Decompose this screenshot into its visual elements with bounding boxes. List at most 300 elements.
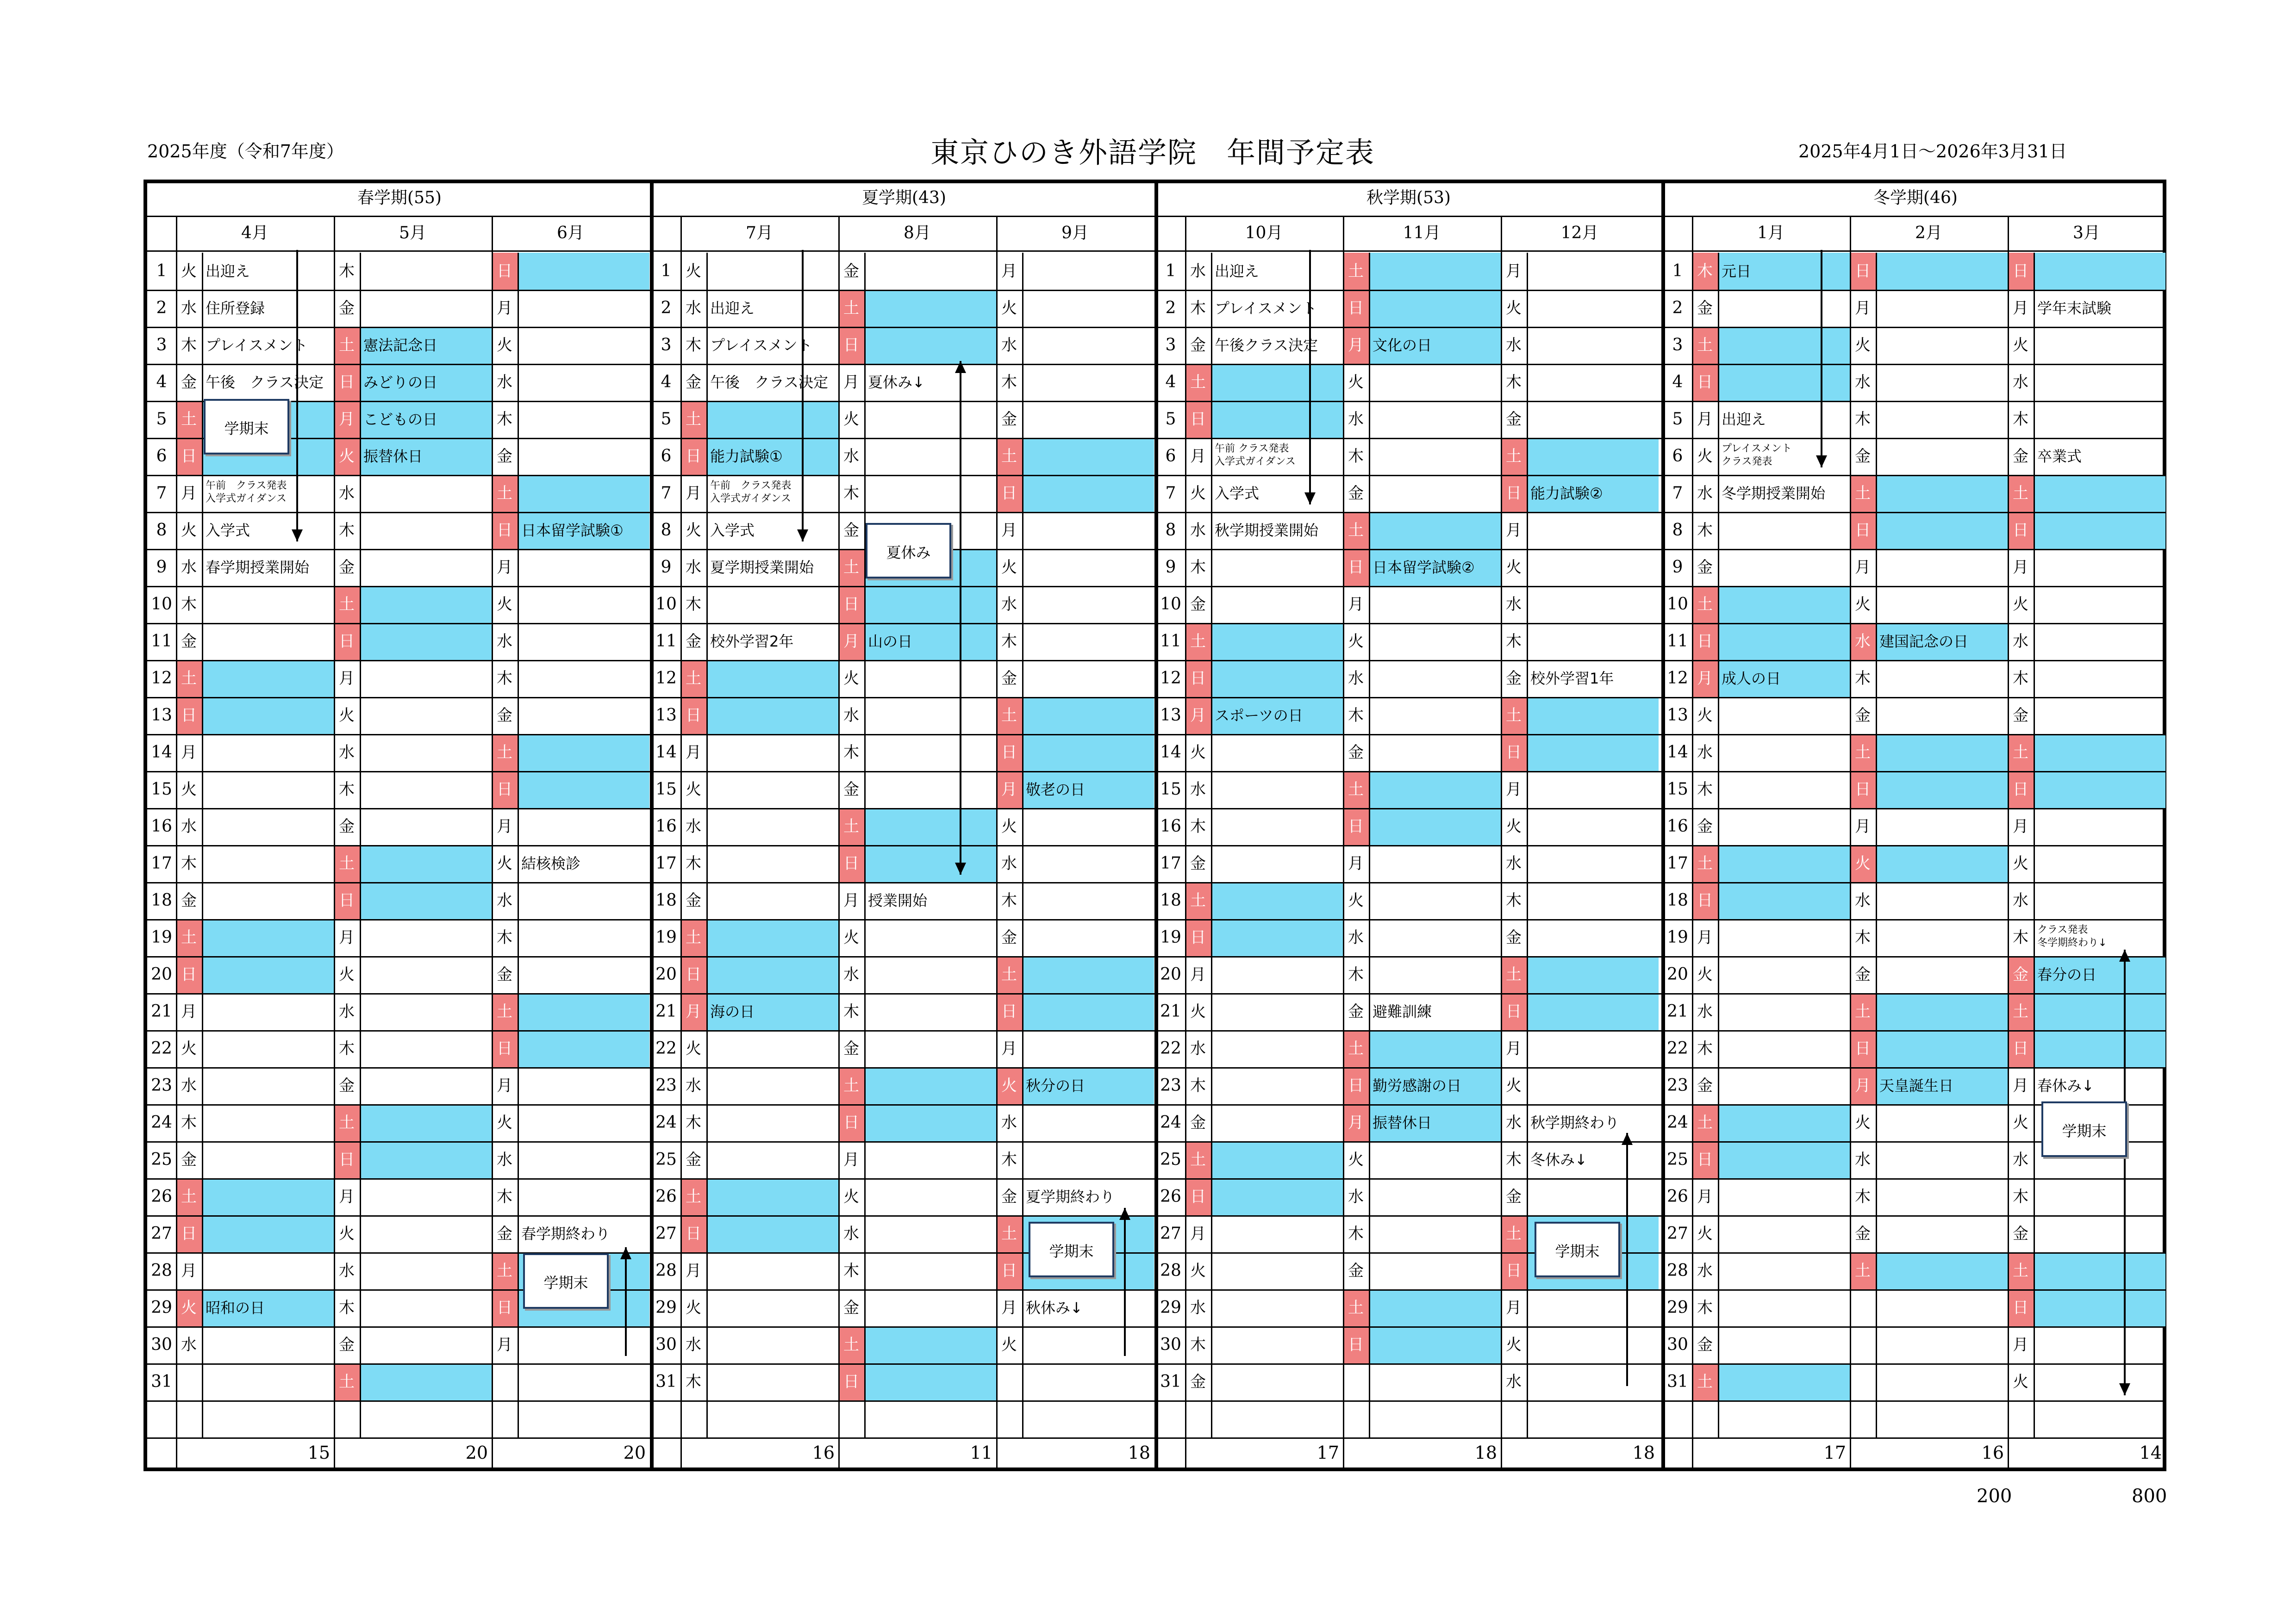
weekday-cell: 土 — [1692, 845, 1718, 882]
weekday-cell: 水 — [2013, 891, 2028, 910]
weekday-cell: 火 — [1506, 299, 1522, 317]
event-cell — [706, 808, 838, 845]
event-cell — [1527, 623, 1659, 660]
weekday-cell: 金 — [339, 817, 355, 836]
event-cell — [1876, 993, 2008, 1030]
day-number: 1 — [661, 261, 672, 280]
weekday-cell: 木 — [1506, 891, 1522, 910]
weekday-cell: 水 — [1001, 1113, 1017, 1132]
event-cell — [2034, 734, 2165, 771]
weekday-cell: 月 — [686, 1262, 701, 1280]
grid-line — [838, 216, 840, 1470]
event-cell — [1022, 438, 1154, 475]
weekday-cell: 水 — [686, 558, 701, 577]
day-number: 15 — [655, 780, 677, 799]
day-number: 2 — [1672, 298, 1683, 317]
weekday-cell: 金 — [2013, 1225, 2028, 1243]
weekday-cell: 月 — [1001, 521, 1017, 540]
weekday-cell: 月 — [1001, 1299, 1017, 1317]
event-cell — [1211, 1141, 1343, 1178]
event-cell — [2034, 1326, 2165, 1363]
day-number: 23 — [655, 1076, 677, 1095]
weekday-cell: 日 — [1850, 512, 1876, 549]
event-cell — [202, 882, 334, 919]
day-number: 13 — [655, 706, 677, 725]
weekday-cell: 土 — [1343, 1030, 1369, 1067]
weekday-cell: 火 — [1850, 845, 1876, 882]
event-cell — [360, 956, 492, 993]
event-cell: 結核検診 — [521, 855, 581, 872]
event-cell — [864, 771, 996, 808]
event-cell — [1369, 1141, 1501, 1178]
weekday-cell: 土 — [838, 290, 864, 327]
event-cell — [202, 586, 334, 623]
event-cell — [518, 697, 649, 734]
event-cell — [1022, 734, 1154, 771]
weekday-cell: 水 — [1506, 1373, 1522, 1391]
event-cell — [1022, 956, 1154, 993]
event-cell — [1022, 401, 1154, 438]
day-number: 26 — [1667, 1187, 1688, 1206]
weekday-cell: 水 — [1190, 521, 1206, 540]
event-cell — [1718, 1067, 1850, 1104]
event-cell: 住所登録 — [206, 299, 265, 317]
weekday-cell: 日 — [492, 1289, 518, 1326]
grid-line — [492, 216, 493, 1470]
event-cell — [1876, 1030, 2008, 1067]
event-cell — [202, 808, 334, 845]
weekday-cell: 木 — [843, 743, 859, 762]
day-number: 31 — [1160, 1372, 1181, 1391]
weekday-cell: 水 — [1190, 1039, 1206, 1058]
weekday-cell: 日 — [680, 438, 706, 475]
grid-line — [202, 253, 203, 1437]
weekday-cell: 水 — [1697, 1002, 1713, 1021]
weekday-cell: 金 — [843, 1299, 859, 1317]
day-number: 13 — [151, 706, 172, 725]
grid-line — [176, 216, 177, 1470]
weekday-cell: 日 — [996, 1252, 1022, 1289]
weekday-cell: 日 — [1692, 364, 1718, 401]
event-cell — [864, 401, 996, 438]
weekday-cell: 金 — [181, 373, 197, 392]
event-cell — [2034, 1363, 2165, 1400]
weekday-cell: 土 — [1692, 1104, 1718, 1141]
weekday-cell: 金 — [2013, 706, 2028, 725]
grid-line — [680, 216, 682, 1470]
event-cell — [1211, 401, 1343, 438]
event-cell — [360, 697, 492, 734]
event-cell — [1718, 623, 1850, 660]
weekday-cell: 日 — [176, 438, 202, 475]
event-cell — [1369, 290, 1501, 327]
day-number: 26 — [1160, 1187, 1181, 1206]
event-cell: みどりの日 — [360, 364, 492, 401]
event-cell: プレイスメント — [710, 336, 812, 354]
weekday-cell: 金 — [1697, 1076, 1713, 1095]
weekday-cell: 火 — [497, 854, 512, 873]
weekday-cell: 火 — [1348, 891, 1364, 910]
grid-line — [360, 253, 361, 1437]
weekday-cell: 日 — [492, 253, 518, 290]
class-day-count: 20 — [465, 1443, 488, 1463]
weekday-cell: 日 — [1850, 1030, 1876, 1067]
grid-line — [1661, 183, 1665, 1470]
event-cell — [1718, 734, 1850, 771]
class-day-count: 18 — [1474, 1443, 1497, 1463]
event-cell — [1718, 512, 1850, 549]
weekday-cell: 土 — [176, 919, 202, 956]
event-cell — [1369, 1289, 1501, 1326]
weekday-cell: 木 — [1697, 1299, 1713, 1317]
day-number: 29 — [655, 1298, 677, 1317]
weekday-cell: 土 — [492, 734, 518, 771]
weekday-cell: 木 — [339, 1039, 355, 1058]
weekday-cell: 木 — [1855, 669, 1871, 688]
day-number: 8 — [1165, 521, 1176, 540]
weekday-cell: 金 — [181, 1150, 197, 1169]
weekday-cell: 水 — [497, 632, 512, 651]
event-cell — [1022, 327, 1154, 364]
day-number: 10 — [1667, 595, 1688, 614]
event-cell: 避難訓練 — [1373, 1003, 1432, 1020]
event-cell — [1876, 845, 2008, 882]
weekday-cell: 金 — [2008, 956, 2034, 993]
weekday-cell: 木 — [497, 410, 512, 429]
event-cell — [1211, 623, 1343, 660]
event-cell — [1876, 882, 2008, 919]
weekday-cell: 土 — [996, 438, 1022, 475]
weekday-cell: 火 — [1506, 1336, 1522, 1354]
weekday-cell: 火 — [1697, 447, 1713, 466]
term-end-box: 学期末 — [1029, 1222, 1114, 1277]
weekday-cell: 日 — [1850, 771, 1876, 808]
weekday-cell: 土 — [680, 401, 706, 438]
event-cell: 建国記念の日 — [1876, 623, 2008, 660]
event-cell: 卒業式 — [2037, 448, 2082, 465]
event-cell: 午後クラス決定 — [1215, 336, 1318, 354]
weekday-cell: 木 — [497, 669, 512, 688]
weekday-cell: 火 — [686, 521, 701, 540]
event-cell — [2034, 1289, 2165, 1326]
weekday-cell: 金 — [1506, 410, 1522, 429]
weekday-cell: 火 — [181, 1039, 197, 1058]
event-cell — [1718, 586, 1850, 623]
event-cell — [706, 697, 838, 734]
event-cell — [518, 438, 649, 475]
event-cell — [202, 660, 334, 697]
weekday-cell: 木 — [181, 1113, 197, 1132]
event-cell — [1876, 475, 2008, 512]
day-number: 29 — [1160, 1298, 1181, 1317]
weekday-cell: 日 — [1692, 623, 1718, 660]
weekday-cell: 日 — [680, 956, 706, 993]
event-cell — [1527, 401, 1659, 438]
weekday-cell: 金 — [686, 1150, 701, 1169]
grid-line — [1154, 183, 1158, 1470]
weekday-cell: 水 — [843, 706, 859, 725]
weekday-cell: 月 — [2013, 299, 2028, 317]
event-cell — [1369, 438, 1501, 475]
weekday-cell: 水 — [686, 299, 701, 317]
weekday-cell: 水 — [181, 1336, 197, 1354]
day-number: 18 — [655, 891, 677, 910]
weekday-cell: 木 — [686, 854, 701, 873]
semester-header: 秋学期(53) — [1366, 188, 1451, 207]
weekday-cell: 月 — [1506, 780, 1522, 799]
event-cell — [864, 438, 996, 475]
event-cell — [360, 549, 492, 586]
grid-line — [1185, 216, 1186, 1470]
weekday-cell: 月 — [1697, 410, 1713, 429]
weekday-cell: 日 — [1850, 253, 1876, 290]
weekday-cell: 日 — [176, 697, 202, 734]
event-cell — [1876, 734, 2008, 771]
weekday-cell: 土 — [996, 956, 1022, 993]
event-cell — [1527, 1363, 1659, 1400]
day-number: 12 — [151, 669, 172, 688]
event-cell — [1369, 1030, 1501, 1067]
weekday-cell: 水 — [1348, 1188, 1364, 1206]
weekday-cell: 土 — [680, 1178, 706, 1215]
weekday-cell: 水 — [339, 484, 355, 503]
weekday-cell: 日 — [1501, 1252, 1527, 1289]
weekday-cell: 木 — [339, 521, 355, 540]
weekday-cell: 火 — [1001, 817, 1017, 836]
weekday-cell: 月 — [1850, 1067, 1876, 1104]
event-cell — [1022, 919, 1154, 956]
weekday-cell: 木 — [1348, 1225, 1364, 1243]
weekday-cell: 月 — [1348, 854, 1364, 873]
weekday-cell: 月 — [1348, 595, 1364, 614]
event-cell — [1022, 549, 1154, 586]
weekday-cell: 金 — [843, 521, 859, 540]
weekday-cell: 月 — [686, 743, 701, 762]
weekday-cell: 金 — [497, 1225, 512, 1243]
event-cell — [360, 734, 492, 771]
weekday-cell: 火 — [843, 928, 859, 947]
event-cell — [360, 882, 492, 919]
event-cell: 振替休日 — [1369, 1104, 1501, 1141]
grid-line — [1527, 253, 1528, 1437]
weekday-cell: 金 — [1001, 1188, 1017, 1206]
day-number: 24 — [151, 1113, 172, 1132]
weekday-cell: 金 — [181, 891, 197, 910]
weekday-cell: 金 — [1697, 558, 1713, 577]
weekday-cell: 月 — [1185, 697, 1211, 734]
weekday-cell: 水 — [686, 1336, 701, 1354]
weekday-cell: 土 — [1501, 697, 1527, 734]
term-end-box: 学期末 — [1535, 1222, 1620, 1277]
event-cell — [1022, 1326, 1154, 1363]
weekday-cell: 木 — [2013, 1188, 2028, 1206]
event-cell — [1876, 1104, 2008, 1141]
event-cell: 午前 クラス発表 入学式ガイダンス — [1215, 443, 1296, 467]
weekday-cell: 木 — [497, 1188, 512, 1206]
day-number: 23 — [151, 1076, 172, 1095]
weekday-cell: 火 — [2013, 1113, 2028, 1132]
event-cell — [1527, 993, 1659, 1030]
weekday-cell: 水 — [497, 891, 512, 910]
event-cell — [2034, 512, 2165, 549]
weekday-cell: 土 — [1343, 1289, 1369, 1326]
weekday-cell: 土 — [492, 993, 518, 1030]
event-cell — [518, 734, 649, 771]
event-cell — [2034, 882, 2165, 919]
event-cell — [1211, 1289, 1343, 1326]
event-cell — [706, 1178, 838, 1215]
day-number: 15 — [1160, 780, 1181, 799]
weekday-cell: 月 — [1692, 660, 1718, 697]
weekday-cell: 日 — [1343, 1067, 1369, 1104]
event-cell: 能力試験① — [706, 438, 838, 475]
weekday-cell: 土 — [838, 808, 864, 845]
weekday-cell: 月 — [686, 484, 701, 503]
event-cell — [1718, 993, 1850, 1030]
weekday-cell: 木 — [1697, 780, 1713, 799]
event-cell: 午後 クラス決定 — [206, 373, 324, 391]
day-number: 30 — [655, 1335, 677, 1354]
event-cell: 出迎え — [710, 299, 755, 317]
weekday-cell: 水 — [1697, 743, 1713, 762]
weekday-cell: 金 — [497, 447, 512, 466]
event-cell: 出迎え — [206, 262, 250, 280]
event-cell — [1718, 845, 1850, 882]
weekday-cell: 水 — [1001, 595, 1017, 614]
event-cell — [1527, 364, 1659, 401]
day-number: 20 — [1160, 965, 1181, 984]
event-cell — [1527, 512, 1659, 549]
event-cell — [360, 1030, 492, 1067]
weekday-cell: 木 — [843, 1002, 859, 1021]
event-cell — [202, 1104, 334, 1141]
grid-line — [518, 253, 519, 1437]
event-cell — [864, 956, 996, 993]
weekday-cell: 金 — [1001, 410, 1017, 429]
weekday-cell: 火 — [1697, 706, 1713, 725]
event-cell — [1527, 586, 1659, 623]
weekday-cell: 月 — [497, 299, 512, 317]
event-cell — [1369, 1252, 1501, 1289]
weekday-cell: 日 — [2008, 1289, 2034, 1326]
event-cell — [360, 660, 492, 697]
weekday-cell: 土 — [996, 697, 1022, 734]
day-number: 28 — [1667, 1261, 1688, 1280]
weekday-cell: 木 — [1190, 299, 1206, 317]
event-cell — [864, 697, 996, 734]
weekday-cell: 土 — [1850, 734, 1876, 771]
event-cell — [1527, 1030, 1659, 1067]
weekday-cell: 水 — [1506, 854, 1522, 873]
grid-line — [1718, 253, 1719, 1437]
weekday-cell: 水 — [1001, 854, 1017, 873]
event-cell — [202, 623, 334, 660]
grid-line — [996, 216, 998, 1470]
weekday-cell: 土 — [334, 1104, 360, 1141]
weekday-cell: 木 — [1692, 253, 1718, 290]
event-cell — [864, 1178, 996, 1215]
day-number: 23 — [1160, 1076, 1181, 1095]
weekday-cell: 金 — [1506, 1188, 1522, 1206]
weekday-cell: 土 — [1343, 512, 1369, 549]
event-cell — [518, 401, 649, 438]
day-number: 12 — [1160, 669, 1181, 688]
event-cell — [1022, 697, 1154, 734]
weekday-cell: 木 — [1506, 1150, 1522, 1169]
event-cell: 能力試験② — [1527, 475, 1659, 512]
weekday-cell: 木 — [181, 336, 197, 354]
event-cell — [1022, 1104, 1154, 1141]
event-cell — [1876, 290, 2008, 327]
day-number: 15 — [1667, 780, 1688, 799]
day-number: 28 — [151, 1261, 172, 1280]
summer-break-box: 夏休み — [866, 523, 951, 578]
weekday-cell: 月 — [181, 484, 197, 503]
weekday-cell: 月 — [1697, 928, 1713, 947]
weekday-cell: 金 — [1001, 928, 1017, 947]
event-cell — [1876, 697, 2008, 734]
weekday-cell: 土 — [2008, 1252, 2034, 1289]
day-number: 14 — [1160, 743, 1181, 762]
day-number: 14 — [151, 743, 172, 762]
day-number: 19 — [1160, 928, 1181, 947]
event-cell — [1876, 1252, 2008, 1289]
weekday-cell: 木 — [1001, 373, 1017, 392]
event-cell — [706, 1030, 838, 1067]
period-label: 2025年4月1日～2026年3月31日 — [1798, 141, 2067, 162]
event-cell — [706, 771, 838, 808]
event-cell — [1876, 808, 2008, 845]
event-cell — [1022, 993, 1154, 1030]
event-cell — [1718, 364, 1850, 401]
weekday-cell: 水 — [1190, 262, 1206, 280]
weekday-cell: 月 — [1001, 262, 1017, 280]
event-cell — [360, 1067, 492, 1104]
annual-calendar — [144, 180, 2166, 1471]
semester-header: 夏学期(43) — [862, 188, 946, 207]
weekday-cell: 火 — [1348, 373, 1364, 392]
weekday-cell: 月 — [1190, 1225, 1206, 1243]
day-number: 23 — [1667, 1076, 1688, 1095]
event-cell: 冬学期授業開始 — [1722, 485, 1826, 502]
event-cell — [706, 586, 838, 623]
weekday-cell: 土 — [1185, 364, 1211, 401]
weekday-cell: 日 — [2008, 253, 2034, 290]
event-cell — [360, 993, 492, 1030]
weekday-cell: 土 — [334, 1363, 360, 1400]
event-cell: プレイスメント — [206, 336, 308, 354]
weekday-cell: 火 — [1855, 595, 1871, 614]
day-number: 6 — [1672, 447, 1683, 466]
grid-line — [706, 253, 708, 1437]
weekday-cell: 木 — [181, 854, 197, 873]
event-cell — [706, 253, 838, 290]
event-cell: 春休み↓ — [2037, 1077, 2094, 1094]
event-cell — [1527, 1326, 1659, 1363]
month-header: 10月 — [1245, 224, 1283, 243]
class-day-count: 14 — [2139, 1443, 2162, 1463]
month-header: 8月 — [904, 224, 931, 243]
event-cell — [864, 475, 996, 512]
grid-line — [650, 183, 654, 1470]
weekday-cell: 月 — [181, 1262, 197, 1280]
event-cell — [1718, 1178, 1850, 1215]
weekday-cell: 月 — [1855, 299, 1871, 317]
event-cell — [1876, 401, 2008, 438]
day-number: 19 — [151, 928, 172, 947]
event-cell — [360, 771, 492, 808]
weekday-cell: 土 — [2008, 993, 2034, 1030]
